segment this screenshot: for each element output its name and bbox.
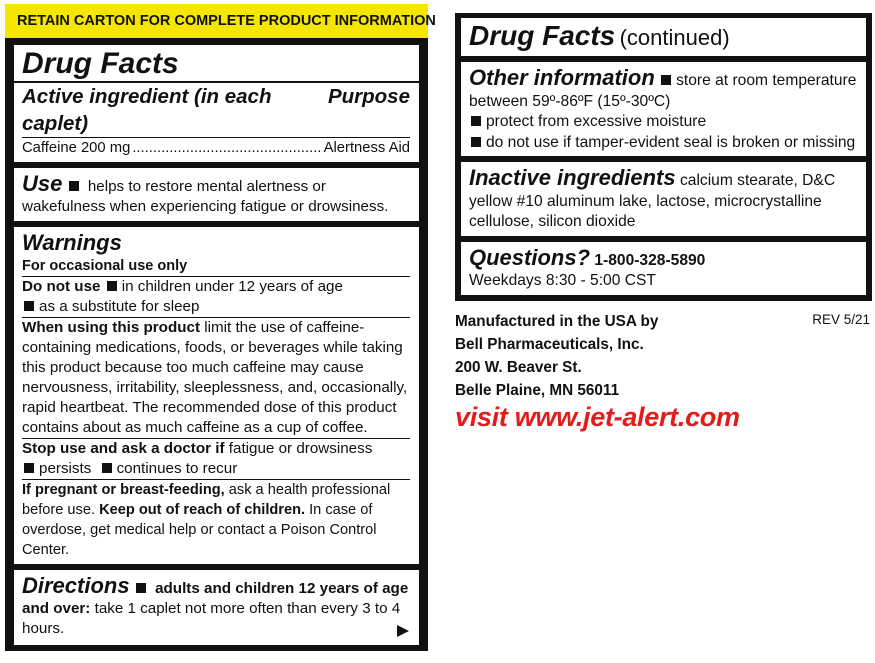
manufacturer-line: Manufactured in the USA by — [455, 312, 659, 330]
pregnant-label: If pregnant or breast-feeding, — [22, 482, 225, 498]
revision-label: REV 5/21 — [812, 311, 870, 327]
stop-use-section — [22, 439, 410, 479]
inactive-ingredients-text: calcium stearate, D&C yellow #10 aluminum lake, lactose, microcrystalline cellulose, silicon dioxide — [469, 172, 836, 230]
bullet-square-icon — [471, 137, 481, 147]
bullet-square-icon — [661, 75, 671, 85]
manufacturer-line: Bell Pharmaceuticals, Inc. — [455, 335, 644, 353]
drug-facts-panel-left — [5, 4, 436, 651]
stop-use-text: fatigue or drowsiness — [228, 440, 373, 457]
when-using-section — [22, 318, 410, 438]
use-text: helps to restore mental alertness or wakefulness when experiencing fatigue or drowsiness. — [22, 178, 389, 215]
manufacturer-line: 200 W. Beaver St. — [455, 358, 582, 376]
continue-arrow-icon — [397, 625, 409, 637]
active-heading-row — [22, 83, 410, 137]
directions-heading: Directions — [22, 573, 130, 598]
active-ingredient-heading: Active ingredient (in each caplet) — [22, 85, 272, 135]
drug-facts-title: Drug Facts — [469, 20, 616, 51]
keep-out-label: Keep out of reach of children. — [99, 502, 306, 518]
use-heading: Use — [22, 171, 63, 196]
questions-heading: Questions? — [469, 244, 591, 270]
do-not-use-item: in children under 12 years of age — [121, 278, 343, 295]
questions-panel — [461, 242, 866, 295]
bullet-square-icon — [69, 181, 79, 191]
manufacturer-line: Belle Plaine, MN 56011 — [455, 381, 620, 399]
when-using-text: limit the use of caffeine-containing medications, foods, or beverages while taking this product because too much caffeine may cause nervousness, irritability, sleeplessness, and, occasionally, rapid heartbeat. The recommended dose of this product contains about as much caffeine as a cup of coffee. — [22, 319, 408, 436]
website-link[interactable]: visit www.jet-alert.com — [455, 401, 740, 432]
bullet-square-icon — [107, 281, 117, 291]
when-using-label: When using this product — [22, 319, 201, 336]
directions-text: take 1 caplet not more often than every 3 to 4 hours. — [22, 600, 401, 637]
title-panel — [461, 18, 866, 56]
other-information-panel — [461, 62, 866, 156]
phone-number: 1-800-328-5890 — [594, 251, 706, 269]
drug-facts-title: Drug Facts — [22, 47, 179, 80]
continued-label: (continued) — [619, 25, 730, 50]
ingredient-purpose: Alertness Aid — [323, 140, 410, 156]
occasional-use-text: For occasional use only — [22, 258, 188, 274]
dot-leader — [132, 138, 321, 158]
pregnant-text: ask a health professional before use. — [22, 482, 391, 518]
pregnant-section — [22, 480, 410, 560]
warnings-heading: Warnings — [22, 230, 122, 255]
directions-panel — [14, 570, 419, 645]
stop-use-label: Stop use and ask a doctor if — [22, 440, 225, 457]
active-ingredient-panel — [14, 45, 419, 162]
stop-use-item: continues to recur — [116, 460, 238, 477]
do-not-use-item: as a substitute for sleep — [39, 298, 200, 315]
keep-out-text: In case of overdose, get medical help or contact a Poison Control Center. — [22, 502, 377, 558]
other-information-heading: Other information — [469, 65, 655, 90]
inactive-ingredients-heading: Inactive ingredients — [469, 165, 676, 190]
inactive-ingredients-panel — [461, 162, 866, 236]
drug-facts-continued-box — [455, 13, 872, 301]
bullet-square-icon — [24, 301, 34, 311]
manufacturer-block — [455, 310, 872, 432]
do-not-use-label: Do not use — [22, 278, 101, 295]
drug-facts-box — [5, 38, 428, 651]
other-info-item: store at room temperature between 59º-86ºF (15º-30ºC) — [469, 72, 857, 110]
other-info-item: do not use if tamper-evident seal is broken or missing — [486, 133, 856, 151]
purpose-heading: Purpose — [327, 85, 410, 108]
bullet-square-icon — [24, 463, 34, 473]
warnings-panel — [14, 227, 419, 564]
ingredient-row — [22, 138, 410, 158]
retain-carton-banner: RETAIN CARTON FOR COMPLETE PRODUCT INFORMATION — [5, 4, 428, 38]
do-not-use-section — [22, 277, 410, 317]
stop-use-item: persists — [39, 460, 92, 477]
drug-facts-panel-right — [455, 13, 872, 432]
bullet-square-icon — [471, 116, 481, 126]
other-info-item: protect from excessive moisture — [486, 113, 707, 130]
use-panel — [14, 168, 419, 221]
questions-hours: Weekdays 8:30 - 5:00 CST — [469, 272, 656, 289]
directions-label: adults and children 12 years of age and over: — [22, 580, 409, 617]
ingredient-name: Caffeine 200 mg — [22, 140, 131, 156]
bullet-square-icon — [136, 583, 146, 593]
bullet-square-icon — [102, 463, 112, 473]
